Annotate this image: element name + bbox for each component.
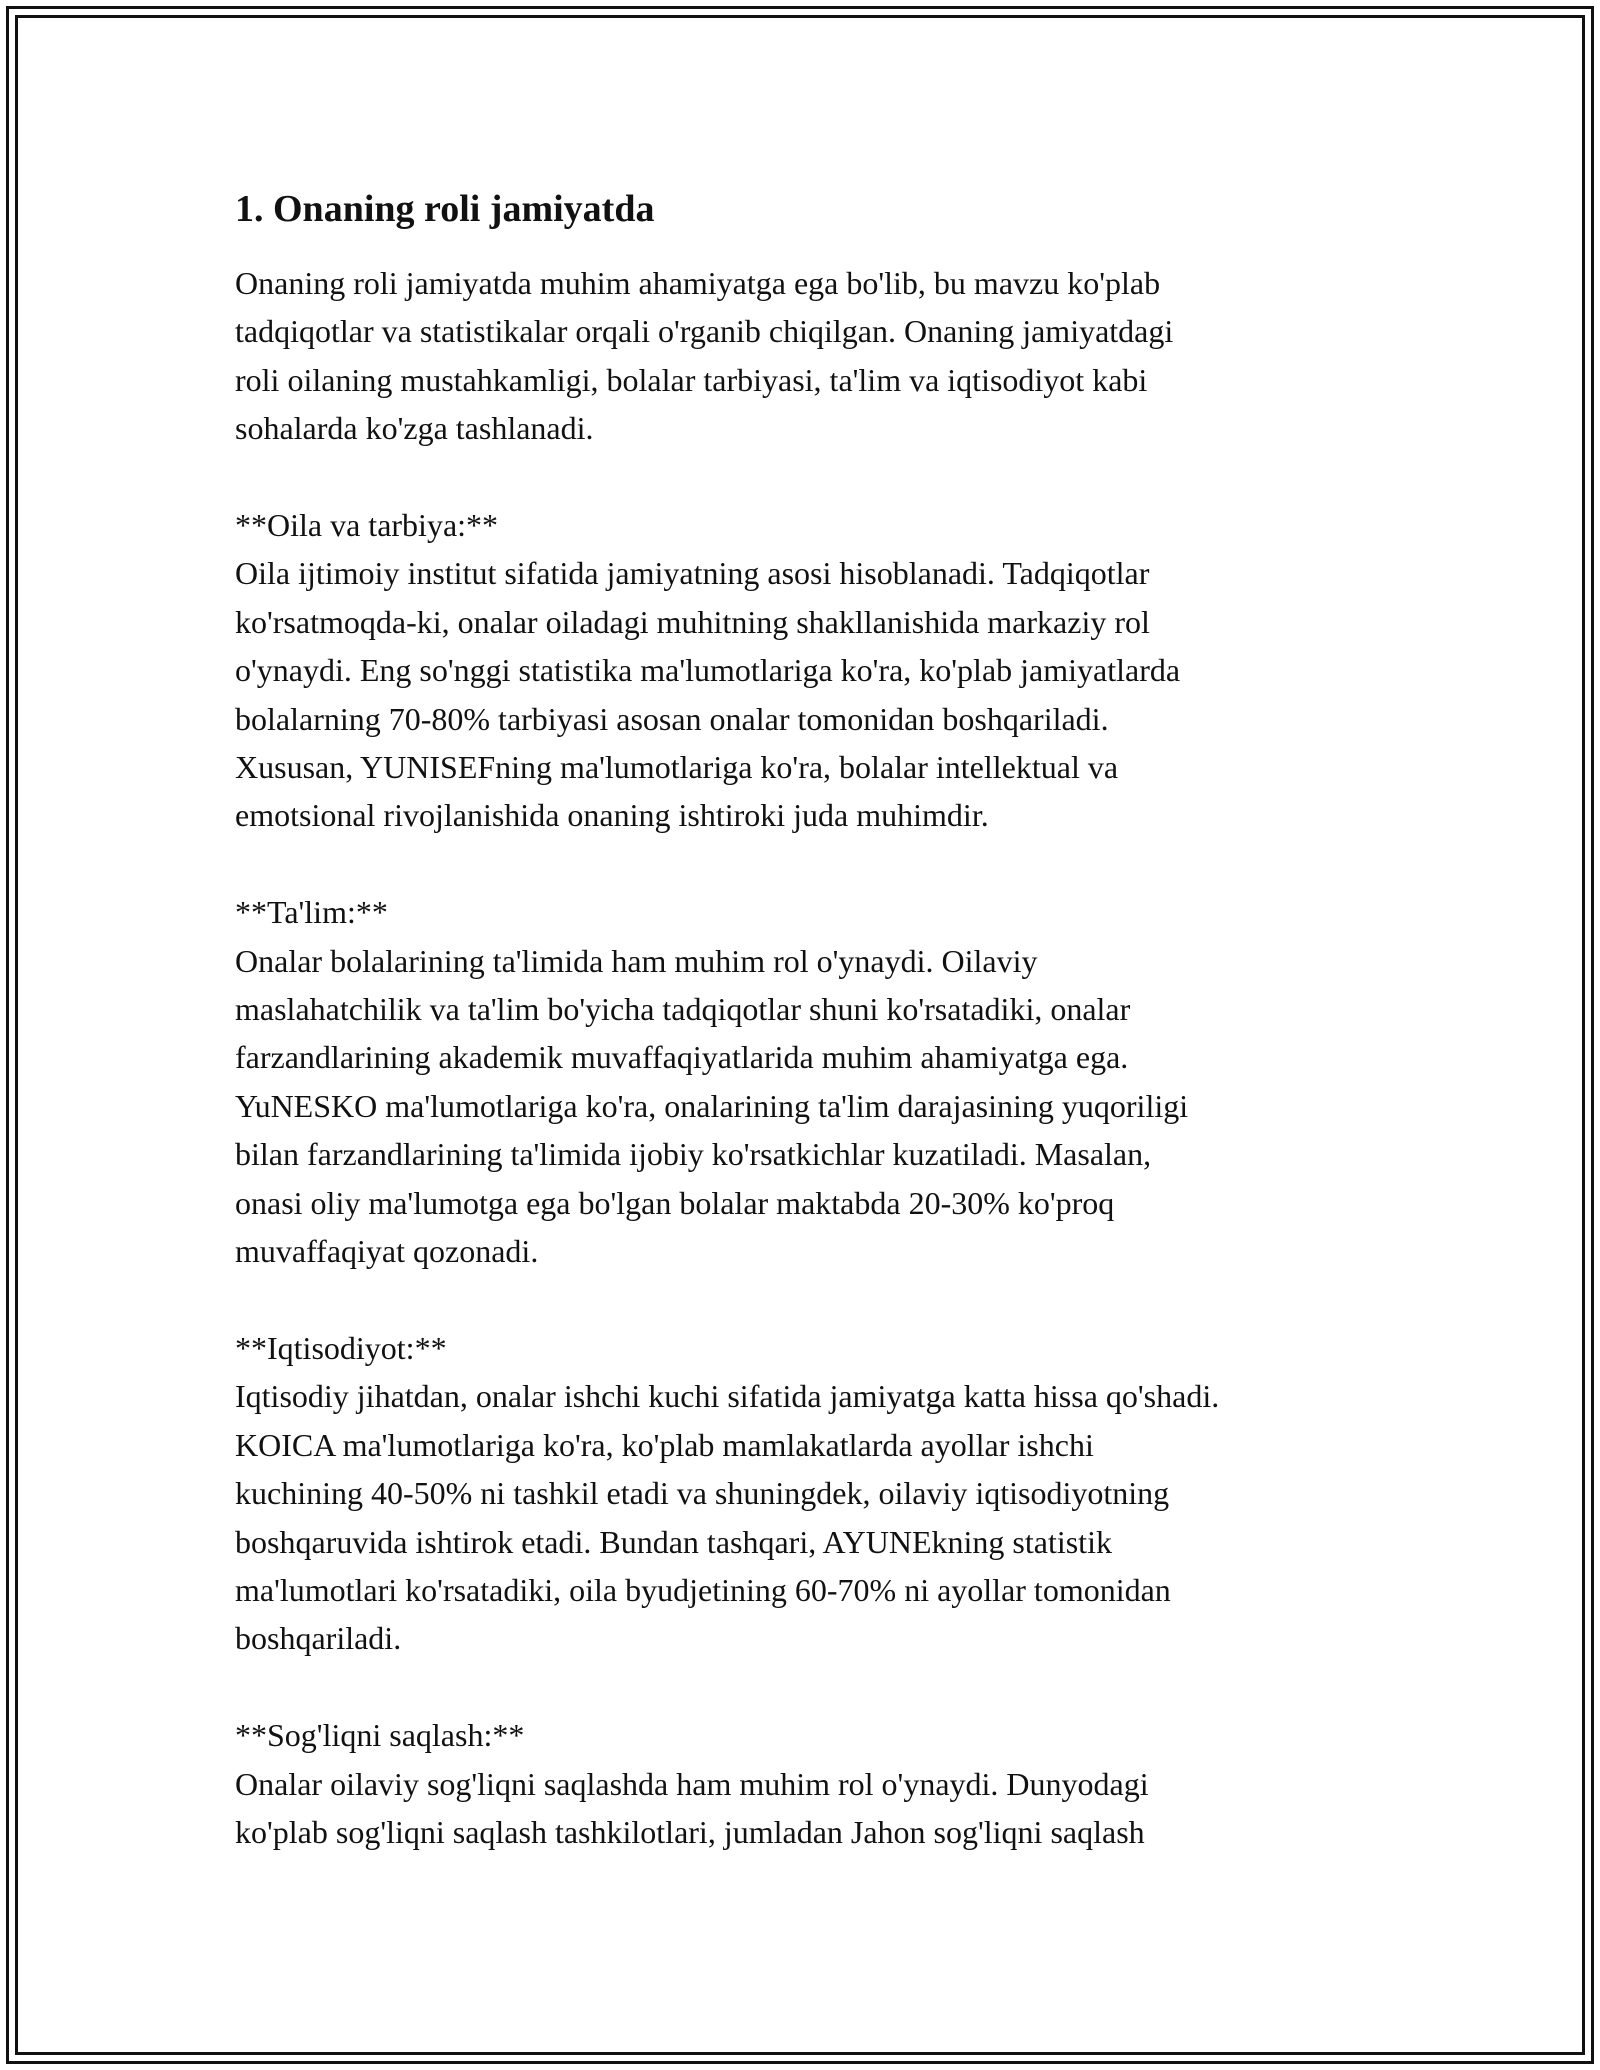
text-line: KOICA ma'lumotlariga ko'ra, ko'plab mamlakatlarda ayollar ishchi — [235, 1426, 1094, 1463]
text-line: ko'plab sog'liqni saqlash tashkilotlari, jumladan Jahon sog'liqni saqlash — [235, 1813, 1145, 1850]
text-line: bilan farzandlarining ta'limida ijobiy ko'rsatkichlar kuzatiladi. Masalan, — [235, 1136, 1152, 1173]
text-line: kuchining 40-50% ni tashkil etadi va shuningdek, oilaviy iqtisodiyotning — [235, 1475, 1170, 1512]
paragraph-healthcare — [235, 1711, 1375, 1856]
text-line: Xususan, YUNISEFning ma'lumotlariga ko'ra, bolalar intellektual va — [235, 749, 1119, 786]
text-line: maslahatchilik va ta'lim bo'yicha tadqiqotlar shuni ko'rsatadiki, onalar — [235, 991, 1131, 1028]
text-line: boshqariladi. — [235, 1620, 402, 1657]
text-line: bolalarning 70-80% tarbiyasi asosan onalar tomonidan boshqariladi. — [235, 700, 1109, 737]
section-heading: **Oila va tarbiya:** — [235, 507, 499, 544]
text-line: Oila ijtimoiy institut sifatida jamiyatning asosi hisoblanadi. Tadqiqotlar — [235, 555, 1150, 592]
text-line: emotsional rivojlanishida onaning ishtiroki juda muhimdir. — [235, 797, 989, 834]
text-line: o'ynaydi. Eng so'nggi statistika ma'lumotlariga ko'ra, ko'plab jamiyatlarda — [235, 652, 1181, 689]
text-line: ko'rsatmoqda-ki, onalar oiladagi muhitning shakllanishida markaziy rol — [235, 603, 1150, 640]
text-line: muvaffaqiyat qozonadi. — [235, 1233, 539, 1270]
section-heading: **Ta'lim:** — [235, 894, 388, 931]
text-line: Onalar bolalarining ta'limida ham muhim rol o'ynaydi. Oilaviy — [235, 942, 1038, 979]
text-line: ma'lumotlari ko'rsatadiki, oila byudjetining 60-70% ni ayollar tomonidan — [235, 1571, 1171, 1608]
text-line: YuNESKO ma'lumotlariga ko'ra, onalarining ta'lim darajasining yuqoriligi — [235, 1087, 1189, 1124]
text-line: Onaning roli jamiyatda muhim ahamiyatga ega bo'lib, bu mavzu ko'plab — [235, 265, 1161, 301]
text-line: farzandlarining akademik muvaffaqiyatlarida muhim ahamiyatga ega. — [235, 1039, 1129, 1076]
page-title: 1. Onaning roli jamiyatda — [235, 188, 655, 230]
text-line: sohalarda ko'zga tashlanadi. — [235, 410, 594, 447]
section-heading: **Iqtisodiyot:** — [235, 1329, 447, 1366]
text-line: Iqtisodiy jihatdan, onalar ishchi kuchi sifatida jamiyatga katta hissa qo'shadi. — [235, 1378, 1220, 1415]
paragraph-education — [235, 888, 1375, 1275]
text-line: roli oilaning mustahkamligi, bolalar tarbiyasi, ta'lim va iqtisodiyot kabi — [235, 361, 1148, 398]
paragraph-family-upbringing — [235, 501, 1375, 840]
text-line: Onalar oilaviy sog'liqni saqlashda ham muhim rol o'ynaydi. Dunyodagi — [235, 1765, 1149, 1802]
text-line: onasi oliy ma'lumotga ega bo'lgan bolalar maktabda 20-30% ko'proq — [235, 1184, 1115, 1221]
paragraph-economy — [235, 1324, 1375, 1663]
paragraph-intro — [235, 259, 1375, 453]
text-line: tadqiqotlar va statistikalar orqali o'rganib chiqilgan. Onaning jamiyatdagi — [235, 313, 1174, 350]
document-body — [235, 185, 1375, 1905]
section-heading: **Sog'liqni saqlash:** — [235, 1717, 525, 1754]
text-line: boshqaruvida ishtirok etadi. Bundan tashqari, AYUNEkning statistik — [235, 1523, 1112, 1560]
